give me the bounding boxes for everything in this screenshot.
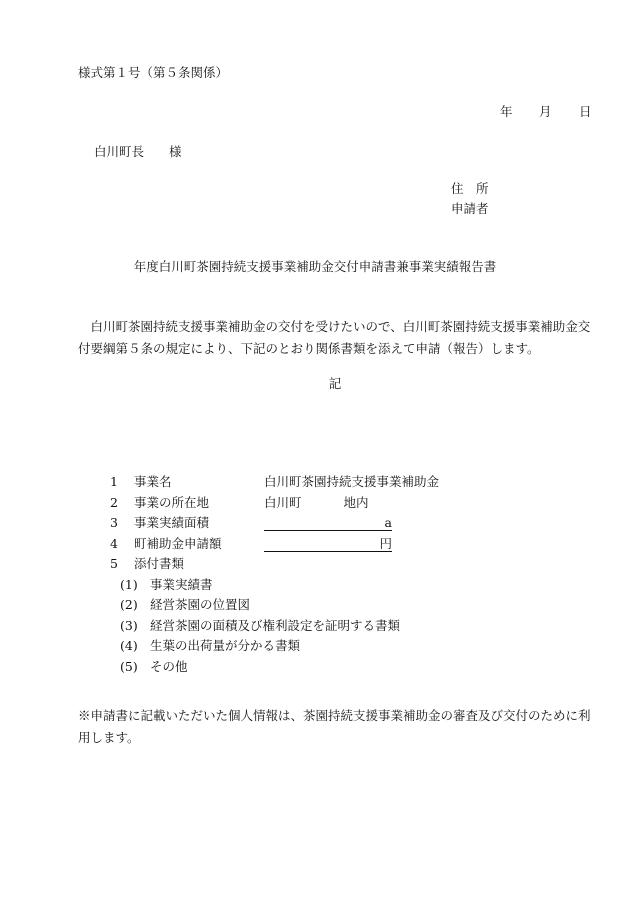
amount-unit: 円: [264, 536, 392, 552]
item-number: 4: [110, 535, 118, 551]
attachment-item: [110, 657, 470, 678]
item-label: 事業名: [134, 474, 172, 489]
item-number: 3: [110, 515, 118, 530]
location-value: [264, 493, 369, 514]
date-year-label: 年: [500, 104, 513, 119]
recipient: 白川町長 様: [94, 144, 182, 159]
attachment-number: (4): [120, 638, 138, 653]
form-number: 様式第１号（第５条関係）: [78, 65, 229, 80]
attachment-number: (2): [120, 597, 138, 612]
item-label: 事業の所在地: [134, 494, 210, 510]
date-line: [500, 103, 592, 121]
privacy-note: ※申請書に記載いただいた個人情報は、茶園持続支援事業補助金の審査及び交付のために利用します。: [78, 708, 591, 745]
item-number: 2: [110, 494, 118, 510]
item-row: [110, 554, 470, 575]
area-field[interactable]: [264, 513, 392, 534]
item-label: 事業実績面積: [134, 515, 210, 530]
attachment-item: [110, 636, 470, 657]
item-number: 5: [110, 556, 118, 571]
item-number: 1: [110, 474, 118, 489]
date-day-label: 日: [579, 104, 592, 119]
attachment-number: (5): [120, 658, 138, 674]
attachment-label: 生葉の出荷量が分かる書類: [150, 638, 301, 653]
item-row: [110, 534, 470, 555]
date-month-label: 月: [539, 104, 552, 119]
area-unit: a: [264, 515, 392, 531]
attachment-item: [110, 595, 470, 616]
attachment-label: 事業実績書: [150, 576, 213, 592]
ki-heading: 記: [328, 376, 342, 391]
attachment-label: 経営茶園の位置図: [150, 597, 251, 612]
location-town: 白川町: [264, 494, 302, 510]
attachment-label: その他: [150, 658, 188, 674]
attachment-item: [110, 616, 470, 637]
item-row: [110, 472, 470, 493]
item-label: 添付書類: [134, 556, 185, 571]
item-row: [110, 493, 470, 514]
location-suffix: 地内: [343, 494, 369, 510]
applicant-label: 申請者: [451, 201, 489, 216]
project-name-value: 白川町茶園持続支援事業補助金: [264, 474, 440, 489]
attachment-number: (1): [120, 576, 138, 592]
document-title: 年度白川町茶園持続支援事業補助金交付申請書兼事業実績報告書: [133, 259, 497, 274]
attachment-label: 経営茶園の面積及び権利設定を証明する書類: [150, 617, 401, 633]
attachment-number: (3): [120, 617, 138, 633]
address-label: 住 所: [451, 181, 489, 196]
item-list: [110, 472, 470, 677]
item-label: 町補助金申請額: [134, 535, 222, 551]
attachment-item: [110, 575, 470, 596]
item-row: [110, 513, 470, 534]
amount-field[interactable]: [264, 534, 392, 555]
body-text: 白川町茶園持続支援事業補助金の交付を受けたいので、白川町茶園持続支援事業補助金交付要綱第５条の規定により、下記のとおり関係書類を添えて申請（報告）します。: [78, 319, 591, 356]
